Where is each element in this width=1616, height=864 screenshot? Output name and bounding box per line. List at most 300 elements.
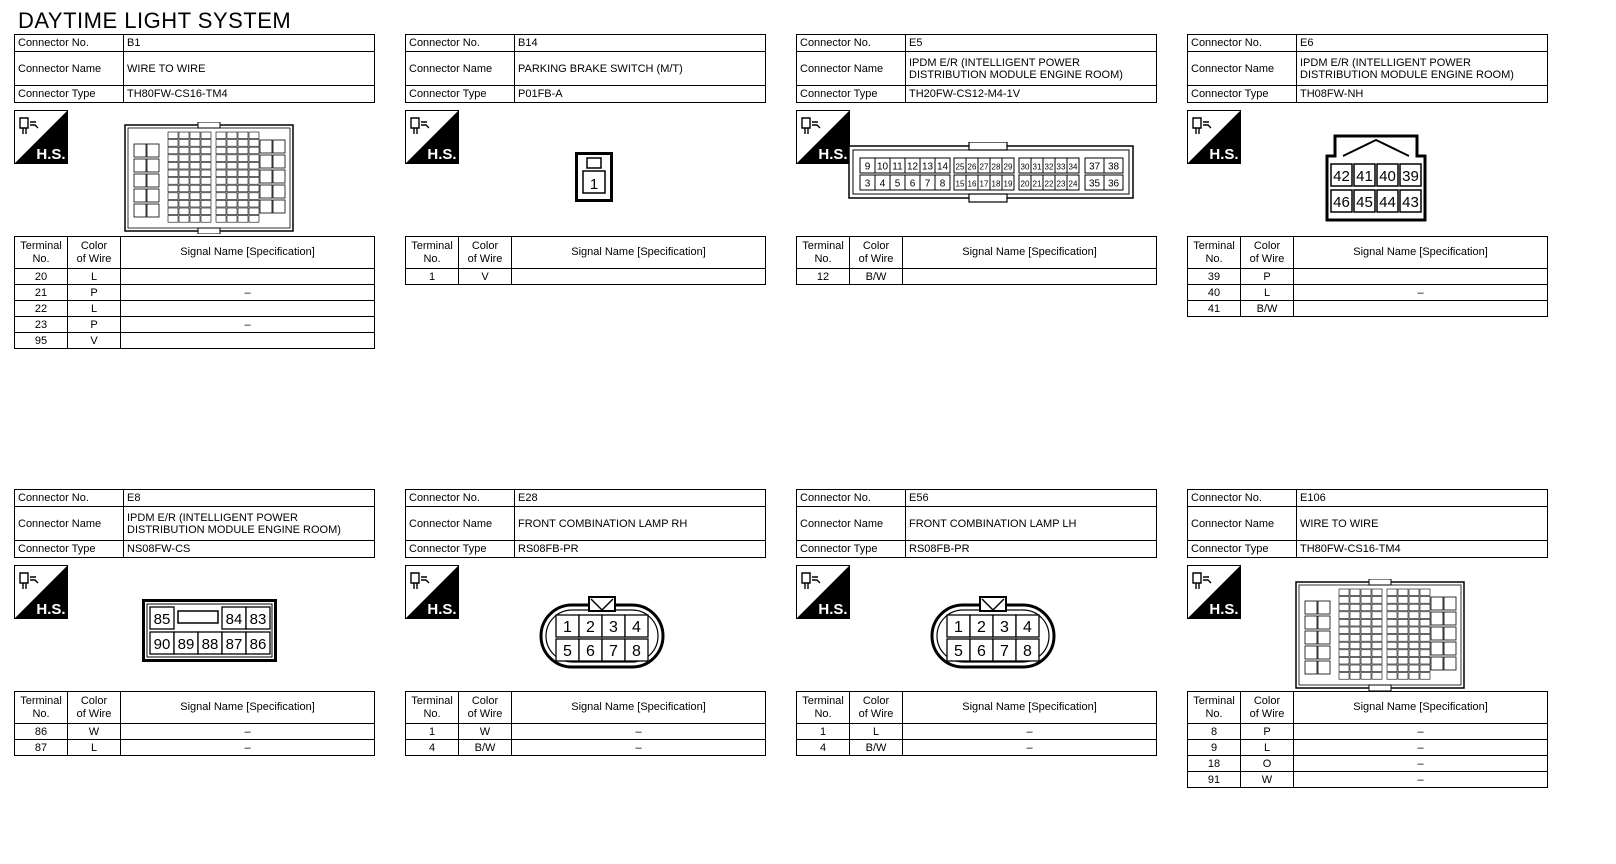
pin-cavity [1350, 665, 1360, 672]
pin-cavity [216, 178, 226, 185]
connector-face-oval [930, 595, 1058, 669]
signal-name-cell [121, 333, 375, 349]
pin-number: 1 [563, 619, 572, 636]
pin-number: 34 [1068, 162, 1078, 172]
terminal-no-header [1188, 237, 1241, 269]
pin-cavity [1398, 597, 1408, 604]
connector-key-slot [178, 611, 218, 623]
pin-cavity [1420, 657, 1430, 664]
pin-cavity [134, 174, 146, 187]
pin-cavity [249, 216, 259, 223]
pin-number: 86 [249, 636, 267, 653]
signal-name-header: Signal Name [Specification] [121, 237, 375, 269]
pin-number: 6 [977, 643, 986, 660]
pin-cavity [273, 200, 285, 213]
pin-cavity [1339, 650, 1349, 657]
signal-name-header: Signal Name [Specification] [512, 692, 766, 724]
terminal-row [1188, 724, 1548, 740]
connector-latch [589, 597, 615, 611]
connector-info-table [1187, 34, 1548, 103]
pin-cavity [168, 155, 178, 162]
pin-number: 6 [909, 178, 916, 190]
connector-face-e8 [142, 599, 278, 663]
pin-cavity [190, 147, 200, 154]
pin-cavity [238, 193, 248, 200]
pin-number: 2 [586, 619, 595, 636]
terminal-no-cell: 41 [1188, 301, 1241, 317]
pin-cavity [1409, 657, 1419, 664]
terminal-no-header-line: Terminal [411, 239, 453, 252]
color-of-wire-header-line: of Wire [858, 252, 894, 265]
pin-cavity [147, 204, 159, 217]
signal-name-cell: – [1294, 740, 1548, 756]
hs-label: H.S. [427, 146, 457, 163]
connector-no-label: Connector No. [1188, 35, 1297, 52]
connector-type-value: TH08FW-NH [1297, 86, 1548, 103]
color-of-wire-header-line: of Wire [467, 252, 503, 265]
pin-cavity [147, 144, 159, 157]
connector-type-label: Connector Type [1188, 541, 1297, 558]
pin-cavity [227, 200, 237, 207]
pin-cavity [227, 162, 237, 169]
terminal-row [15, 724, 375, 740]
terminal-no-cell: 91 [1188, 772, 1241, 788]
signal-name-header: Signal Name [Specification] [903, 237, 1157, 269]
terminal-no-header-line: No. [32, 707, 50, 720]
connector-info-table [796, 489, 1157, 558]
signal-name-cell [1294, 301, 1548, 317]
connector-no-value: E8 [124, 490, 375, 507]
wire-color-cell: P [1241, 269, 1294, 285]
signal-name-cell: – [121, 724, 375, 740]
pin-cavity [168, 170, 178, 177]
harness-side-icon [1187, 110, 1241, 164]
pin-cavity [1409, 627, 1419, 634]
wire-color-cell: B/W [1241, 301, 1294, 317]
terminal-no-header-line: No. [814, 707, 832, 720]
pin-number: 3 [864, 178, 871, 190]
pin-cavity [1318, 661, 1330, 674]
pin-cavity [1409, 635, 1419, 642]
pin-cavity [1398, 627, 1408, 634]
pin-cavity [134, 159, 146, 172]
connector-name-value [124, 507, 375, 541]
signal-name-header: Signal Name [Specification] [121, 692, 375, 724]
pin-cavity [147, 159, 159, 172]
signal-name-cell [121, 269, 375, 285]
color-of-wire-header-line: of Wire [1249, 707, 1285, 720]
terminal-table [796, 236, 1157, 285]
pin-cavity [238, 208, 248, 215]
pin-cavity [1372, 650, 1382, 657]
pin-cavity [238, 216, 248, 223]
pin-cavity [1361, 635, 1371, 642]
terminal-no-header [797, 692, 850, 724]
pin-cavity [179, 155, 189, 162]
terminal-no-header-line: No. [32, 252, 50, 265]
harness-side-icon [14, 110, 68, 164]
connector-face-e6 [1323, 134, 1429, 222]
terminal-no-header [1188, 692, 1241, 724]
pin-cavity [1398, 657, 1408, 664]
terminal-no-cell: 86 [15, 724, 68, 740]
pin-cavity [238, 140, 248, 147]
pin-cavity [1409, 650, 1419, 657]
connector-block-e106 [1187, 489, 1548, 819]
terminal-no-cell: 20 [15, 269, 68, 285]
pin-cavity [201, 208, 211, 215]
pin-cavity [179, 170, 189, 177]
pin-cavity [1339, 612, 1349, 619]
pin-cavity [1318, 616, 1330, 629]
pin-cavity [249, 147, 259, 154]
signal-name-cell: – [512, 724, 766, 740]
pin-cavity [168, 140, 178, 147]
pin-cavity [1361, 597, 1371, 604]
pin-cavity [1339, 597, 1349, 604]
pin-number: 37 [1088, 161, 1101, 173]
color-of-wire-header-line: Color [471, 694, 499, 707]
connector-latch [198, 228, 220, 234]
pin-cavity [249, 132, 259, 139]
terminal-no-cell: 39 [1188, 269, 1241, 285]
hs-label: H.S. [36, 601, 66, 618]
terminal-row [15, 740, 375, 756]
pin-cavity [190, 140, 200, 147]
pin-number: 8 [939, 178, 946, 190]
pin-number: 13 [921, 161, 934, 173]
pin-cavity [238, 185, 248, 192]
pin-cavity [179, 162, 189, 169]
pin-cavity [1372, 589, 1382, 596]
harness-side-icon [796, 110, 850, 164]
pin-number: 39 [1402, 168, 1419, 185]
pin-cavity [179, 216, 189, 223]
terminal-table [1187, 691, 1548, 788]
connector-no-label: Connector No. [15, 35, 124, 52]
signal-name-header: Signal Name [Specification] [512, 237, 766, 269]
pin-cavity [1431, 627, 1443, 640]
pin-number: 32 [1044, 162, 1054, 172]
pin-number: 15 [955, 179, 965, 189]
connector-no-value: B1 [124, 35, 375, 52]
pin-cavity [1409, 589, 1419, 596]
pin-cavity [168, 216, 178, 223]
pin-cavity [1398, 604, 1408, 611]
pin-cavity [249, 178, 259, 185]
pin-number: 6 [586, 643, 595, 660]
pin-cavity [1444, 657, 1456, 670]
pin-cavity [260, 155, 272, 168]
connector-type-label: Connector Type [15, 541, 124, 558]
pin-number: 10 [876, 161, 889, 173]
wire-color-cell: P [68, 317, 121, 333]
pin-cavity [190, 200, 200, 207]
pin-number: 28 [991, 162, 1001, 172]
pin-cavity [190, 170, 200, 177]
pin-cavity [179, 193, 189, 200]
wire-color-cell: B/W [850, 269, 903, 285]
terminal-no-header [15, 237, 68, 269]
pin-number: 43 [1402, 194, 1419, 211]
pin-cavity [1305, 646, 1317, 659]
connector-type-label: Connector Type [1188, 86, 1297, 103]
connector-type-label: Connector Type [797, 86, 906, 103]
pin-cavity [190, 132, 200, 139]
terminal-no-header-line: Terminal [411, 694, 453, 707]
connector-name-line: DISTRIBUTION MODULE ENGINE ROOM) [127, 523, 341, 536]
pin-cavity [1409, 612, 1419, 619]
pin-cavity [249, 185, 259, 192]
pin-cavity [249, 155, 259, 162]
terminal-row [1188, 756, 1548, 772]
connector-latch [969, 142, 1007, 150]
pin-cavity [168, 178, 178, 185]
pin-cavity [168, 147, 178, 154]
pin-cavity [201, 155, 211, 162]
connector-info-table [405, 489, 766, 558]
pin-number: 40 [1379, 168, 1396, 185]
terminal-no-header-line: Terminal [802, 694, 844, 707]
pin-cavity [1305, 601, 1317, 614]
connector-type-label: Connector Type [797, 541, 906, 558]
signal-name-header: Signal Name [Specification] [903, 692, 1157, 724]
pin-cavity [216, 140, 226, 147]
pin-number: 16 [967, 179, 977, 189]
pin-number: 4 [879, 178, 886, 190]
pin-cavity [1398, 589, 1408, 596]
pin-number: 12 [906, 161, 919, 173]
terminal-row [1188, 740, 1548, 756]
pin-cavity [1372, 604, 1382, 611]
pin-number: 90 [153, 636, 171, 653]
pin-cavity [1398, 673, 1408, 680]
pin-cavity [201, 216, 211, 223]
pin-cavity [216, 170, 226, 177]
pin-cavity [1420, 612, 1430, 619]
pin-cavity [1387, 665, 1397, 672]
pin-cavity [273, 140, 285, 153]
pin-cavity [168, 185, 178, 192]
pin-cavity [249, 193, 259, 200]
pin-number: 1 [954, 619, 963, 636]
pin-cavity [190, 162, 200, 169]
pin-cavity [1372, 635, 1382, 642]
wire-color-cell: W [68, 724, 121, 740]
pin-cavity [1372, 619, 1382, 626]
wire-color-cell: L [68, 740, 121, 756]
terminal-table [405, 691, 766, 756]
pin-cavity [227, 147, 237, 154]
pin-cavity [168, 162, 178, 169]
pin-number: 9 [864, 161, 871, 173]
pin-cavity [1339, 619, 1349, 626]
pin-cavity [227, 216, 237, 223]
pin-cavity [1361, 619, 1371, 626]
terminal-no-cell: 8 [1188, 724, 1241, 740]
terminal-row [797, 269, 1157, 285]
connector-face-single [575, 152, 615, 204]
color-of-wire-header-line: Color [1253, 694, 1281, 707]
connector-name-line: WIRE TO WIRE [127, 62, 206, 75]
pin-cavity [1372, 627, 1382, 634]
connector-name-value [515, 52, 766, 86]
connector-no-label: Connector No. [15, 490, 124, 507]
pin-cavity [190, 208, 200, 215]
pin-cavity [1350, 650, 1360, 657]
connector-name-line: WIRE TO WIRE [1300, 517, 1379, 530]
connector-type-value: RS08FB-PR [515, 541, 766, 558]
pin-cavity [190, 178, 200, 185]
terminal-no-cell: 1 [406, 269, 459, 285]
pin-cavity [179, 140, 189, 147]
pin-cavity [216, 162, 226, 169]
wire-color-cell: P [68, 285, 121, 301]
pin-number: 25 [955, 162, 965, 172]
pin-number: 46 [1333, 194, 1350, 211]
color-of-wire-header-line: Color [471, 239, 499, 252]
connector-type-value: TH20FW-CS12-M4-1V [906, 86, 1157, 103]
pin-number: 45 [1356, 194, 1373, 211]
terminal-no-header [797, 237, 850, 269]
pin-cavity [1387, 642, 1397, 649]
color-of-wire-header [68, 237, 121, 269]
pin-cavity [1409, 673, 1419, 680]
color-of-wire-header-line: of Wire [467, 707, 503, 720]
pin-cavity [1372, 665, 1382, 672]
terminal-table [14, 691, 375, 756]
connector-name-value [1297, 507, 1548, 541]
pin-cavity [1420, 635, 1430, 642]
connector-latch [969, 194, 1007, 202]
pin-cavity [1372, 597, 1382, 604]
pin-number: 17 [979, 179, 989, 189]
pin-cavity [216, 185, 226, 192]
connector-type-value: P01FB-A [515, 86, 766, 103]
terminal-no-cell: 4 [797, 740, 850, 756]
pin-cavity [260, 140, 272, 153]
pin-cavity [1444, 597, 1456, 610]
pin-cavity [216, 147, 226, 154]
pin-cavity [1318, 601, 1330, 614]
pin-cavity [168, 132, 178, 139]
connector-block-e5 [796, 34, 1157, 364]
terminal-row [797, 724, 1157, 740]
pin-cavity [227, 178, 237, 185]
terminal-row [1188, 269, 1548, 285]
wire-color-cell: B/W [850, 740, 903, 756]
pin-cavity [1420, 627, 1430, 634]
terminal-row [15, 301, 375, 317]
pin-cavity [1409, 597, 1419, 604]
pin-cavity [227, 185, 237, 192]
pin-number: 21 [1032, 179, 1042, 189]
pin-cavity [1361, 612, 1371, 619]
wire-color-cell: W [459, 724, 512, 740]
pin-cavity [1444, 612, 1456, 625]
pin-cavity [134, 189, 146, 202]
color-of-wire-header-line: Color [1253, 239, 1281, 252]
pin-cavity [1361, 589, 1371, 596]
hs-label: H.S. [36, 146, 66, 163]
wire-color-cell: P [1241, 724, 1294, 740]
pin-cavity [1387, 612, 1397, 619]
signal-name-cell [1294, 269, 1548, 285]
pin-cavity [190, 193, 200, 200]
wire-color-cell: L [68, 269, 121, 285]
pin-number: 19 [1003, 179, 1013, 189]
pin-cavity [1339, 589, 1349, 596]
pin-cavity [1339, 665, 1349, 672]
pin-cavity [1420, 642, 1430, 649]
pin-cavity [1361, 673, 1371, 680]
pin-cavity [1339, 627, 1349, 634]
signal-name-cell: – [121, 317, 375, 333]
pin-cavity [1398, 635, 1408, 642]
pin-cavity [227, 140, 237, 147]
pin-cavity [216, 132, 226, 139]
terminal-no-cell: 22 [15, 301, 68, 317]
terminal-row [797, 740, 1157, 756]
connector-name-label: Connector Name [797, 52, 906, 86]
terminal-row [406, 269, 766, 285]
pin-cavity [1431, 612, 1443, 625]
pin-cavity [249, 162, 259, 169]
signal-name-cell: – [903, 740, 1157, 756]
connector-no-label: Connector No. [797, 35, 906, 52]
pin-cavity [1350, 673, 1360, 680]
pin-cavity [227, 193, 237, 200]
pin-number: 4 [632, 619, 641, 636]
connector-face-e5 [848, 142, 1136, 204]
connector-no-label: Connector No. [797, 490, 906, 507]
connector-name-line: DISTRIBUTION MODULE ENGINE ROOM) [909, 68, 1123, 81]
signal-name-cell: – [1294, 772, 1548, 788]
pin-cavity [273, 155, 285, 168]
pin-cavity [1387, 589, 1397, 596]
terminal-row [1188, 285, 1548, 301]
pin-cavity [227, 170, 237, 177]
pin-cavity [249, 200, 259, 207]
terminal-no-header-line: Terminal [20, 239, 62, 252]
pin-cavity [260, 200, 272, 213]
connector-name-line: PARKING BRAKE SWITCH (M/T) [518, 62, 683, 75]
pin-number: 27 [979, 162, 989, 172]
pin-cavity [1420, 597, 1430, 604]
terminal-no-header-line: No. [814, 252, 832, 265]
pin-cavity [1305, 631, 1317, 644]
pin-number: 26 [967, 162, 977, 172]
pin-number: 8 [1023, 643, 1032, 660]
pin-number: 7 [609, 643, 618, 660]
terminal-row [1188, 301, 1548, 317]
color-of-wire-header-line: of Wire [858, 707, 894, 720]
terminal-row [406, 724, 766, 740]
pin-cavity [168, 208, 178, 215]
pin-cavity [216, 216, 226, 223]
terminal-no-header [406, 692, 459, 724]
pin-number: 1 [589, 176, 599, 193]
connector-name-value [1297, 52, 1548, 86]
pin-cavity [1387, 650, 1397, 657]
pin-cavity [179, 185, 189, 192]
wire-color-cell: W [1241, 772, 1294, 788]
signal-name-cell: – [1294, 724, 1548, 740]
hs-label: H.S. [427, 601, 457, 618]
pin-number: 36 [1107, 178, 1120, 190]
pin-cavity [201, 193, 211, 200]
pin-cavity [238, 170, 248, 177]
